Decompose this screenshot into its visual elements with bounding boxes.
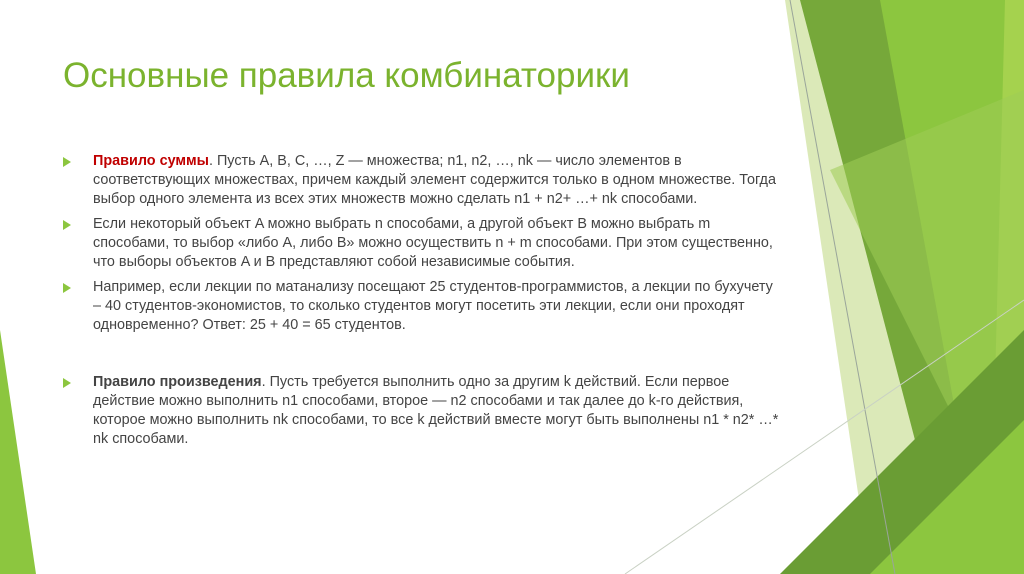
sum-rule-text: . Пусть A, B, C, …, Z — множества; n1, n2, …, nk — число элементов в соответствующих множествах, причем каждый элемент содержится только в одном множестве. Тогда выбор одного элемента из всех этих множеств можно сделать n1 + n2+ …+ nk способами. — [93, 153, 776, 207]
list-item-sum-rule — [63, 152, 783, 209]
choice-text: Если некоторый объект A можно выбрать n способами, а другой объект B можно выбрать m способами, то выбор «либо A, либо B» можно осуществить n + m способами. При этом существенно, что выборы объектов A и B представляют собой независимые события. — [93, 216, 773, 270]
left-green-sliver — [0, 330, 36, 574]
bullet-arrow-icon — [63, 220, 71, 230]
product-rule-heading: Правило произведения — [93, 374, 262, 390]
bullet-arrow-icon — [63, 378, 71, 388]
bullet-arrow-icon — [63, 157, 71, 167]
page-title: Основные правила комбинаторики — [63, 56, 630, 95]
list-item-example — [63, 278, 783, 335]
product-rule-text: . Пусть требуется выполнить одно за другим k действий. Если первое действие можно выполнить n1 способами, второе — n2 способами и так далее до k-го действия, которое можно выполнить nk способами, то все k действий вместе могут быть выполнены n1 * n2* …* nk способами. — [93, 374, 779, 447]
content-list — [63, 152, 783, 449]
bullet-arrow-icon — [63, 283, 71, 293]
example-text: Например, если лекции по матанализу посещают 25 студентов-программистов, а лекции по бухучету – 40 студентов-экономистов, то сколько студентов могут посетить эти лекции, если они проходят одновременно? Ответ: 25 + 40 = 65 студентов. — [93, 279, 773, 333]
list-item-product-rule — [63, 373, 783, 449]
list-item-choice — [63, 215, 783, 272]
sum-rule-heading: Правило суммы — [93, 153, 209, 169]
